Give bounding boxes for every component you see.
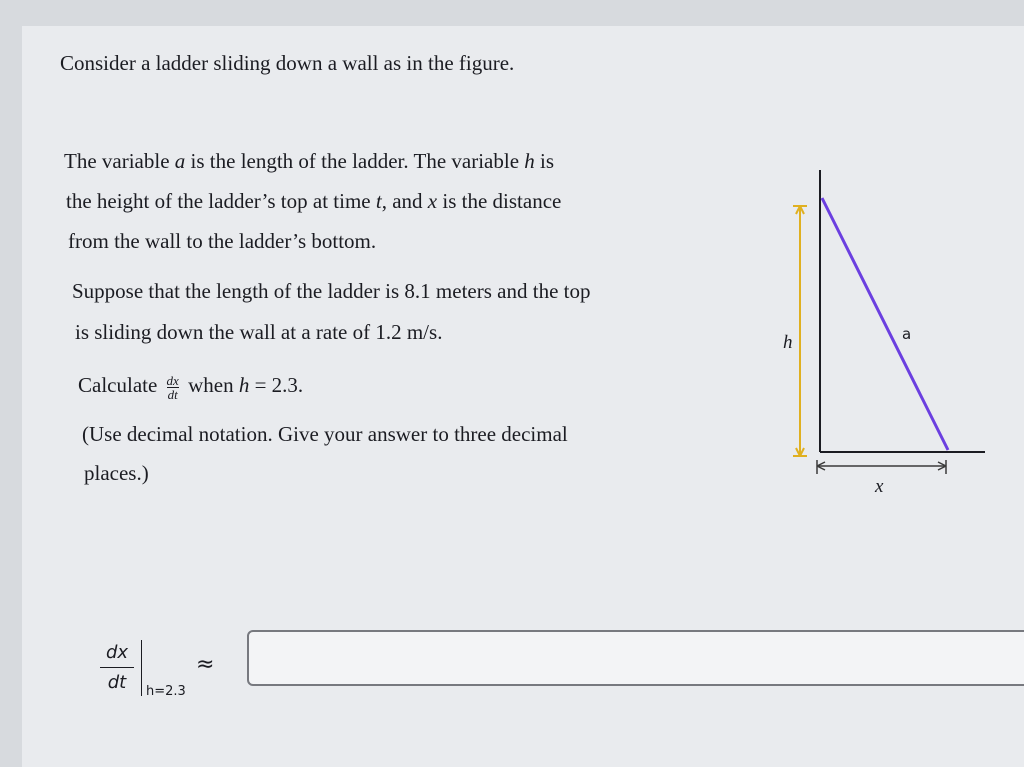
intro-text: Consider a ladder sliding down a wall as in the figure.: [60, 51, 515, 75]
label-h: h: [783, 332, 793, 353]
var-t: t: [375, 189, 382, 213]
paragraph-line-3: from the wall to the ladder’s bottom.: [68, 229, 377, 253]
answer-input[interactable]: [247, 630, 1024, 686]
fraction-denominator: dt: [167, 386, 178, 402]
text: = 2.3.: [249, 373, 304, 397]
note-line-1: (Use decimal notation. Give your answer to three decimal: [82, 422, 568, 446]
ladder-line: [822, 198, 948, 450]
text: the height of the ladder’s top at time: [66, 189, 376, 213]
text: Calculate: [78, 373, 163, 397]
var-x: x: [427, 189, 438, 213]
answer-derivative: [100, 642, 134, 693]
text: is the distance: [437, 189, 562, 213]
text: , and: [381, 189, 428, 213]
evaluation-bar: [141, 640, 142, 696]
note-line-2: places.): [84, 461, 149, 485]
paragraph2-line-1: Suppose that the length of the ladder is 8.1 meters and the top: [72, 279, 591, 303]
fraction-numerator: dx: [166, 372, 179, 388]
derivative-numerator: dx: [105, 642, 129, 663]
text: when: [182, 373, 239, 397]
derivative-denominator: dt: [100, 667, 134, 693]
label-a: a: [902, 325, 912, 343]
var-h: h: [524, 149, 535, 173]
evaluation-subscript: h=2.3: [146, 684, 186, 699]
text: is the length of the ladder. The variable: [185, 149, 525, 173]
var-a: a: [174, 149, 186, 173]
text: is: [534, 149, 555, 173]
paragraph2-line-2: is sliding down the wall at a rate of 1.2 m/s.: [75, 320, 443, 344]
var-h: h: [238, 373, 250, 397]
text: The variable: [64, 149, 175, 173]
approx-symbol: ≈: [196, 652, 215, 677]
label-x: x: [875, 476, 884, 497]
